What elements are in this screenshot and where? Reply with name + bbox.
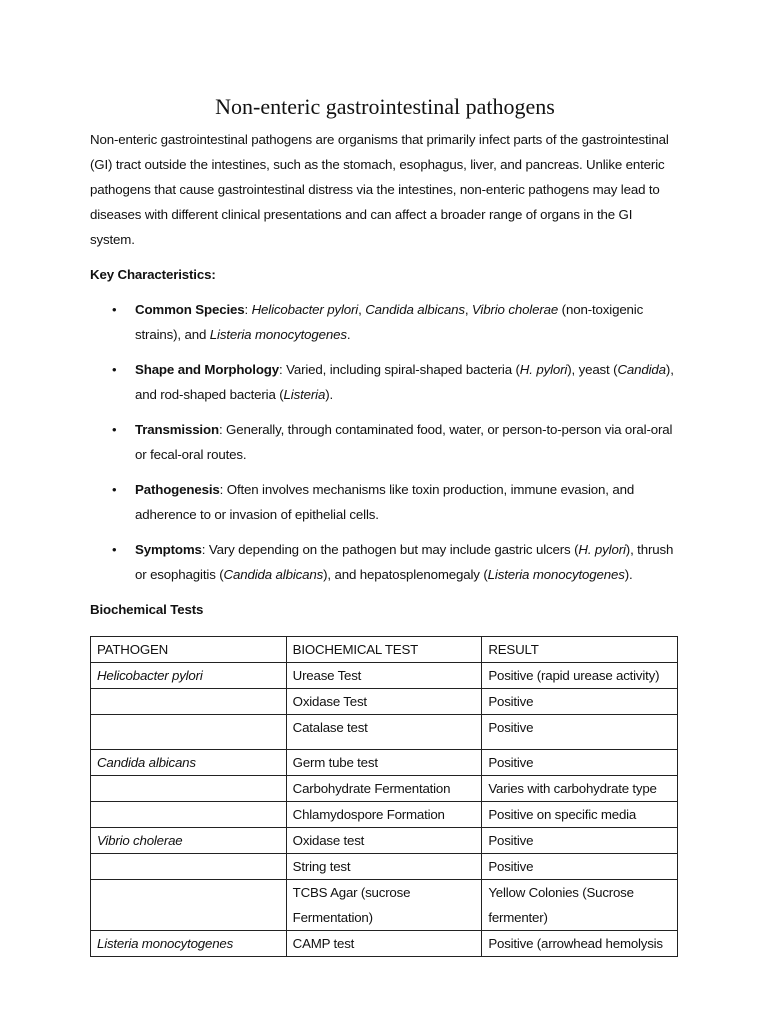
document-page [90, 92, 680, 957]
test-cell: Urease Test [286, 663, 482, 689]
species-name: Listeria monocytogenes [209, 327, 347, 342]
characteristic-text: ), and hepatosplenomegaly ( [323, 567, 488, 582]
test-cell: Oxidase test [286, 828, 482, 854]
characteristic-item [90, 417, 680, 467]
table-row [91, 880, 678, 931]
characteristic-text: , [358, 302, 366, 317]
characteristic-text: ). [624, 567, 633, 582]
characteristic-text: (non-toxigenic strains), and [135, 302, 644, 342]
pathogen-cell [91, 880, 287, 931]
table-row [91, 854, 678, 880]
table-header-row [91, 637, 678, 663]
characteristic-label: Symptoms [135, 542, 202, 557]
characteristic-text: ), and rod-shaped bacteria ( [135, 362, 674, 402]
pathogen-cell [91, 689, 287, 715]
header-biochemical-test: BIOCHEMICAL TEST [286, 637, 482, 663]
biochemical-tests-heading: Biochemical Tests [90, 602, 204, 617]
table-body [91, 663, 678, 957]
pathogen-cell: Listeria monocytogenes [91, 931, 287, 957]
species-name: Candida albicans [365, 302, 465, 317]
bullet-icon: • [112, 482, 117, 497]
page-title: Non-enteric gastrointestinal pathogens [215, 94, 555, 119]
bullet-icon: • [112, 422, 117, 437]
species-name: Listeria [283, 387, 326, 402]
result-cell: Positive [482, 750, 678, 776]
result-cell: Positive [482, 828, 678, 854]
characteristic-label: Transmission [135, 422, 219, 437]
result-cell: Varies with carbohydrate type [482, 776, 678, 802]
bullet-icon: • [112, 362, 117, 377]
characteristic-label: Pathogenesis [135, 482, 220, 497]
characteristics-list [90, 297, 680, 587]
table-row [91, 715, 678, 750]
table-row [91, 931, 678, 957]
pathogen-cell [91, 854, 287, 880]
species-name: Listeria monocytogenes [487, 567, 625, 582]
test-cell: Chlamydospore Formation [286, 802, 482, 828]
table-row [91, 689, 678, 715]
result-cell: Positive on specific media [482, 802, 678, 828]
species-name: Candida [617, 362, 666, 377]
test-cell: Oxidase Test [286, 689, 482, 715]
test-cell: TCBS Agar (sucrose Fermentation) [286, 880, 482, 931]
characteristic-text: : [244, 302, 252, 317]
biochemical-tests-table [90, 636, 678, 957]
characteristic-text: ), thrush or esophagitis ( [135, 542, 674, 582]
key-characteristics-heading: Key Characteristics: [90, 267, 216, 282]
table-row [91, 663, 678, 689]
result-cell: Positive [482, 854, 678, 880]
characteristic-label: Shape and Morphology [135, 362, 280, 377]
header-result: RESULT [482, 637, 678, 663]
test-cell: Carbohydrate Fermentation [286, 776, 482, 802]
characteristic-text: : Generally, through contaminated food, water, or person-to-person via oral-oral or fecal-oral routes. [135, 422, 673, 462]
test-cell: Germ tube test [286, 750, 482, 776]
characteristic-label: Common Species [135, 302, 245, 317]
result-cell: Positive (arrowhead hemolysis [482, 931, 678, 957]
pathogen-cell: Vibrio cholerae [91, 828, 287, 854]
characteristic-text: ), yeast ( [567, 362, 618, 377]
table-row [91, 776, 678, 802]
species-name: Candida albicans [223, 567, 324, 582]
header-pathogen: PATHOGEN [91, 637, 287, 663]
test-cell: String test [286, 854, 482, 880]
intro-paragraph: Non-enteric gastrointestinal pathogens are organisms that primarily infect parts of the gastrointestinal (GI) tract outside the intestines, such as the stomach, esophagus, liver, and pancreas. Unlike enteric pathogens that cause gastrointestinal distress via the intestines, non-enteric pathogens may lead to diseases with different clinical presentations and can affect a broader range of organs in the GI system. [90, 132, 669, 247]
characteristic-text: : Varied, including spiral-shaped bacteria ( [279, 362, 520, 377]
bullet-icon: • [112, 542, 117, 557]
result-cell: Positive [482, 689, 678, 715]
species-name: Helicobacter pylori [251, 302, 359, 317]
characteristic-text: : Often involves mechanisms like toxin production, immune evasion, and adherence to or invasion of epithelial cells. [135, 482, 635, 522]
species-name: H. pylori [519, 362, 568, 377]
table-row [91, 802, 678, 828]
test-cell: CAMP test [286, 931, 482, 957]
characteristic-item [90, 477, 680, 527]
characteristic-item [90, 537, 680, 587]
characteristic-text: . [346, 327, 351, 342]
characteristic-item [90, 357, 680, 407]
characteristic-text: ). [325, 387, 334, 402]
test-cell: Catalase test [286, 715, 482, 750]
table-row [91, 750, 678, 776]
characteristic-text: : Vary depending on the pathogen but may include gastric ulcers ( [201, 542, 579, 557]
pathogen-cell: Candida albicans [91, 750, 287, 776]
characteristic-text: , [464, 302, 472, 317]
pathogen-cell [91, 776, 287, 802]
result-cell: Yellow Colonies (Sucrose fermenter) [482, 880, 678, 931]
result-cell: Positive [482, 715, 678, 750]
pathogen-cell: Helicobacter pylori [91, 663, 287, 689]
pathogen-cell [91, 802, 287, 828]
species-name: H. pylori [578, 542, 626, 557]
characteristic-item [90, 297, 680, 347]
bullet-icon: • [112, 302, 117, 317]
pathogen-cell [91, 715, 287, 750]
table-row [91, 828, 678, 854]
species-name: Vibrio cholerae [471, 302, 559, 317]
result-cell: Positive (rapid urease activity) [482, 663, 678, 689]
